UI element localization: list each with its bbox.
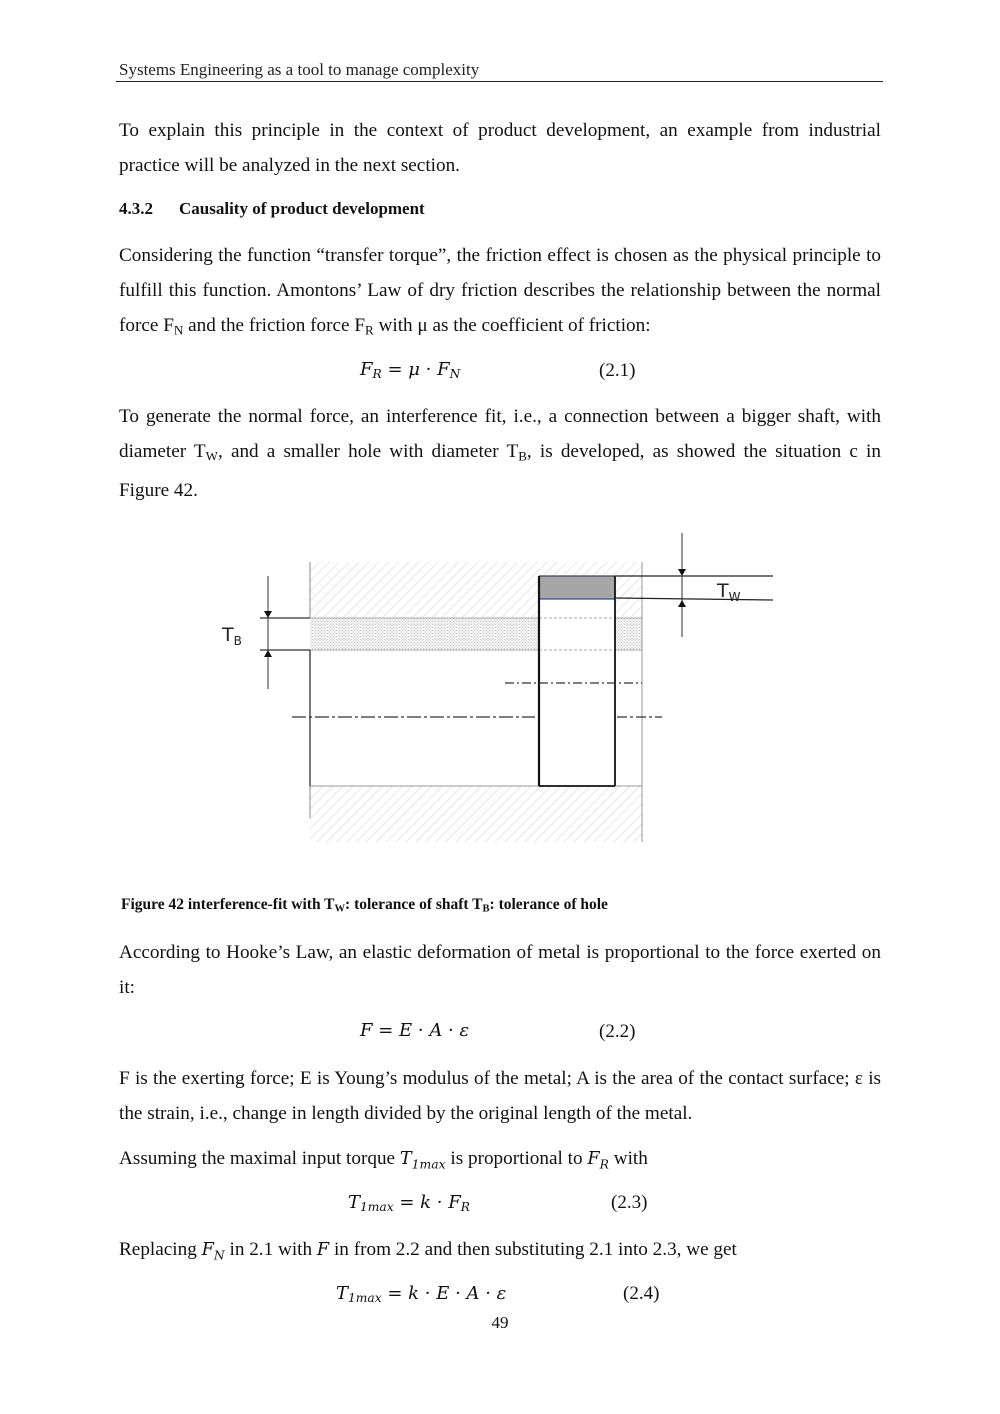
equation-2-1: $F_R = \mu \cdot F_N$ xyxy=(360,359,461,382)
interference-fit-diagram xyxy=(0,520,1000,860)
paragraph-torque-assumption: Assuming the maximal input torque $T_{1max}$ is proportional to $F_R$ with xyxy=(119,1148,648,1172)
equation-number-2-3: (2.3) xyxy=(611,1192,648,1213)
paragraph-amontons-law: Considering the function “transfer torque”, the friction effect is chosen as the physical principle to fulfill this function. Amontons’ Law of dry friction describes the relationship between the normal force $F_N$ and the friction force $F_R$ with μ as the coefficient of friction: xyxy=(119,245,881,338)
label-tw: $T_W$ xyxy=(717,580,741,604)
section-number: 4.3.2 xyxy=(119,199,153,218)
equation-2-2: F = E · A · ε xyxy=(360,1020,470,1041)
equation-number-2-1: (2.1) xyxy=(599,360,636,381)
paragraph-interference-fit: To generate the normal force, an interference fit, i.e., a connection between a bigger shaft, with diameter $T_W$, and a smaller hole with diameter $T_B$, is developed, as showed the situation c in Figure 42. xyxy=(119,406,881,502)
section-heading xyxy=(119,199,425,219)
page-number: 49 xyxy=(491,1313,509,1332)
equation-2-4: $T_{1max} = k \cdot E \cdot A \cdot \varepsilon$ xyxy=(336,1283,507,1306)
section-title: Causality of product development xyxy=(179,199,425,218)
equation-number-2-4: (2.4) xyxy=(623,1283,660,1304)
paragraph-hookes-law: According to Hooke’s Law, an elastic deformation of metal is proportional to the force exerted on it: xyxy=(119,942,881,998)
figure-caption: Figure 42 interference-fit with $T_W$: tolerance of shaft $T_B$: tolerance of hole xyxy=(121,896,608,915)
housing-hatch-bottom xyxy=(310,786,642,842)
equation-number-2-2: (2.2) xyxy=(599,1021,636,1042)
shaft-tolerance-shaded xyxy=(539,576,615,599)
paragraph-variable-definitions: F is the exerting force; E is Young’s modulus of the metal; A is the area of the contact surface; ε is the strain, i.e., change in length divided by the original length of the metal. xyxy=(119,1068,881,1124)
intro-paragraph: To explain this principle in the context of product development, an example from industrial practice will be analyzed in the next section. xyxy=(119,120,881,176)
equation-2-3: $T_{1max} = k \cdot F_R$ xyxy=(348,1192,470,1215)
paragraph-substitution: Replacing $F_N$ in 2.1 with F in from 2.2 and then substituting 2.1 into 2.3, we get xyxy=(119,1239,737,1263)
header-rule xyxy=(116,81,883,82)
label-tb: $T_B$ xyxy=(222,624,242,648)
running-header: Systems Engineering as a tool to manage complexity xyxy=(119,60,480,79)
